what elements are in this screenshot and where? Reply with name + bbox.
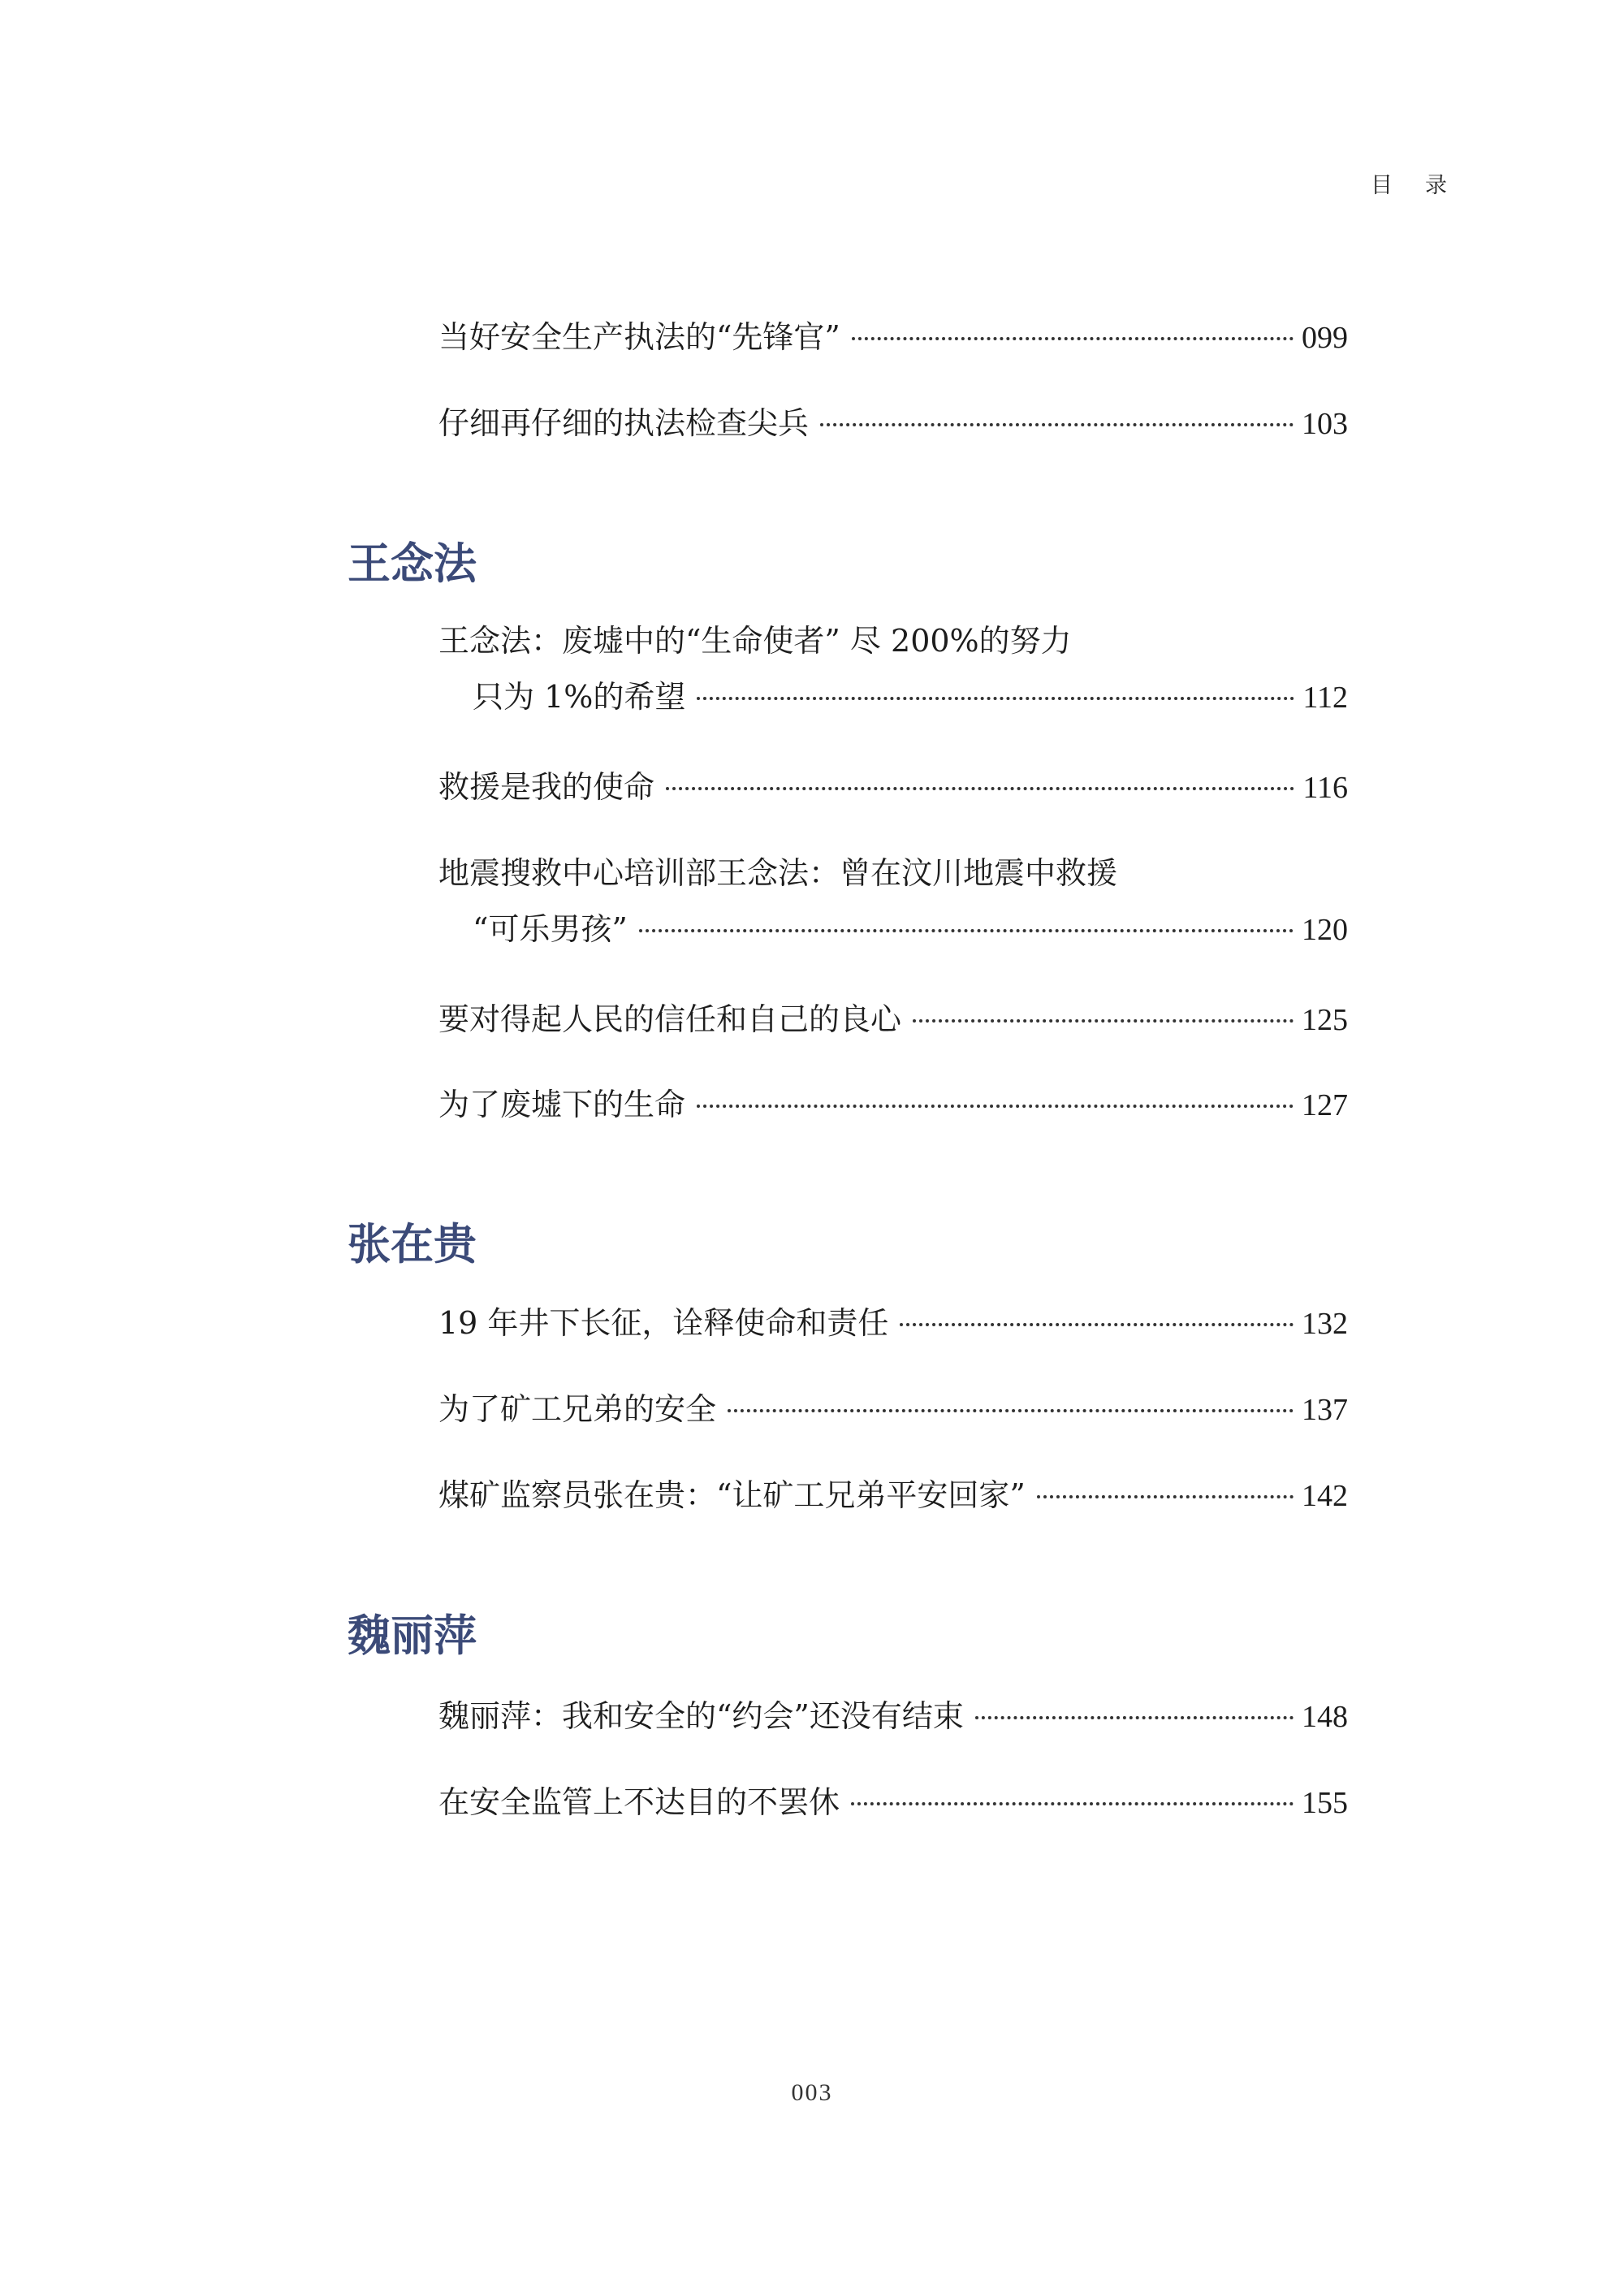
dot-leader — [697, 697, 1294, 700]
toc-entry-page: 137 — [1302, 1393, 1348, 1427]
dot-leader — [820, 423, 1294, 426]
toc-entry-title-line1: 王念法：废墟中的“生命使者” 尽 200%的努力 — [438, 623, 1072, 659]
toc-entry-title: 19 年井下长征，诠释使命和责任 — [438, 1305, 889, 1341]
toc-entry-title: 为了废墟下的生命 — [438, 1087, 686, 1122]
toc-entry[interactable] — [438, 1391, 1348, 1427]
toc-entry-page: 120 — [1302, 913, 1348, 947]
toc-entry[interactable] — [438, 1784, 1348, 1820]
dot-leader — [697, 1105, 1294, 1108]
dot-leader — [1037, 1495, 1294, 1498]
toc-entry-title: 只为 1%的希望 — [473, 679, 686, 715]
toc-entry-page: 116 — [1302, 771, 1348, 805]
toc-entry-title: 要对得起人民的信任和自己的良心 — [438, 1001, 902, 1037]
dot-leader — [851, 1802, 1294, 1805]
toc-entry-page: 112 — [1302, 681, 1348, 715]
toc-entry[interactable] — [438, 1089, 1348, 1121]
running-header: 目录 — [1371, 173, 1479, 198]
toc-entry-title: 为了矿工兄弟的安全 — [438, 1391, 717, 1427]
page-number: 003 — [791, 2079, 833, 2106]
toc-entry-title: “可乐男孩” — [473, 911, 628, 947]
toc-entry-page: 103 — [1302, 407, 1348, 441]
toc-entry[interactable] — [438, 1305, 1348, 1341]
toc-entry[interactable] — [438, 405, 1348, 441]
toc-entry-title: 魏丽萍：我和安全的“约会”还没有结束 — [438, 1698, 964, 1734]
toc-entry-title: 当好安全生产执法的“先锋官” — [438, 319, 840, 355]
toc-entry-page: 142 — [1302, 1479, 1348, 1513]
toc-entry[interactable] — [438, 1477, 1348, 1513]
toc-entry-title: 救援是我的使命 — [438, 769, 655, 805]
toc-entry[interactable] — [438, 1698, 1348, 1734]
toc-entry[interactable] — [438, 319, 1348, 355]
toc-entry-page: 125 — [1302, 1003, 1348, 1037]
section-title: 王念法 — [348, 539, 477, 589]
toc-entry-page: 127 — [1302, 1088, 1348, 1122]
dot-leader — [913, 1019, 1294, 1023]
dot-leader — [639, 929, 1294, 932]
toc-entry[interactable] — [438, 625, 1348, 713]
dot-leader — [900, 1323, 1294, 1326]
toc-entry-page: 099 — [1302, 321, 1348, 355]
toc-entry-page: 155 — [1302, 1786, 1348, 1820]
toc-entry-title-line1: 地震搜救中心培训部王念法：曾在汶川地震中救援 — [438, 855, 1118, 891]
dot-leader — [852, 337, 1294, 340]
toc-entry[interactable] — [438, 769, 1348, 805]
dot-leader — [728, 1409, 1294, 1412]
section-title: 张在贵 — [348, 1220, 477, 1269]
dot-leader — [975, 1716, 1294, 1719]
toc-entry-title: 煤矿监察员张在贵：“让矿工兄弟平安回家” — [438, 1477, 1026, 1513]
toc-entry-page: 132 — [1302, 1307, 1348, 1341]
toc-entry[interactable] — [438, 1001, 1348, 1037]
toc-entry-page: 148 — [1302, 1700, 1348, 1734]
toc-entry[interactable] — [438, 855, 1348, 947]
toc-entry-title: 仔细再仔细的执法检查尖兵 — [438, 405, 810, 441]
toc-entry-title: 在安全监管上不达目的不罢休 — [438, 1784, 840, 1820]
dot-leader — [666, 787, 1294, 790]
section-title: 魏丽萍 — [348, 1611, 477, 1661]
